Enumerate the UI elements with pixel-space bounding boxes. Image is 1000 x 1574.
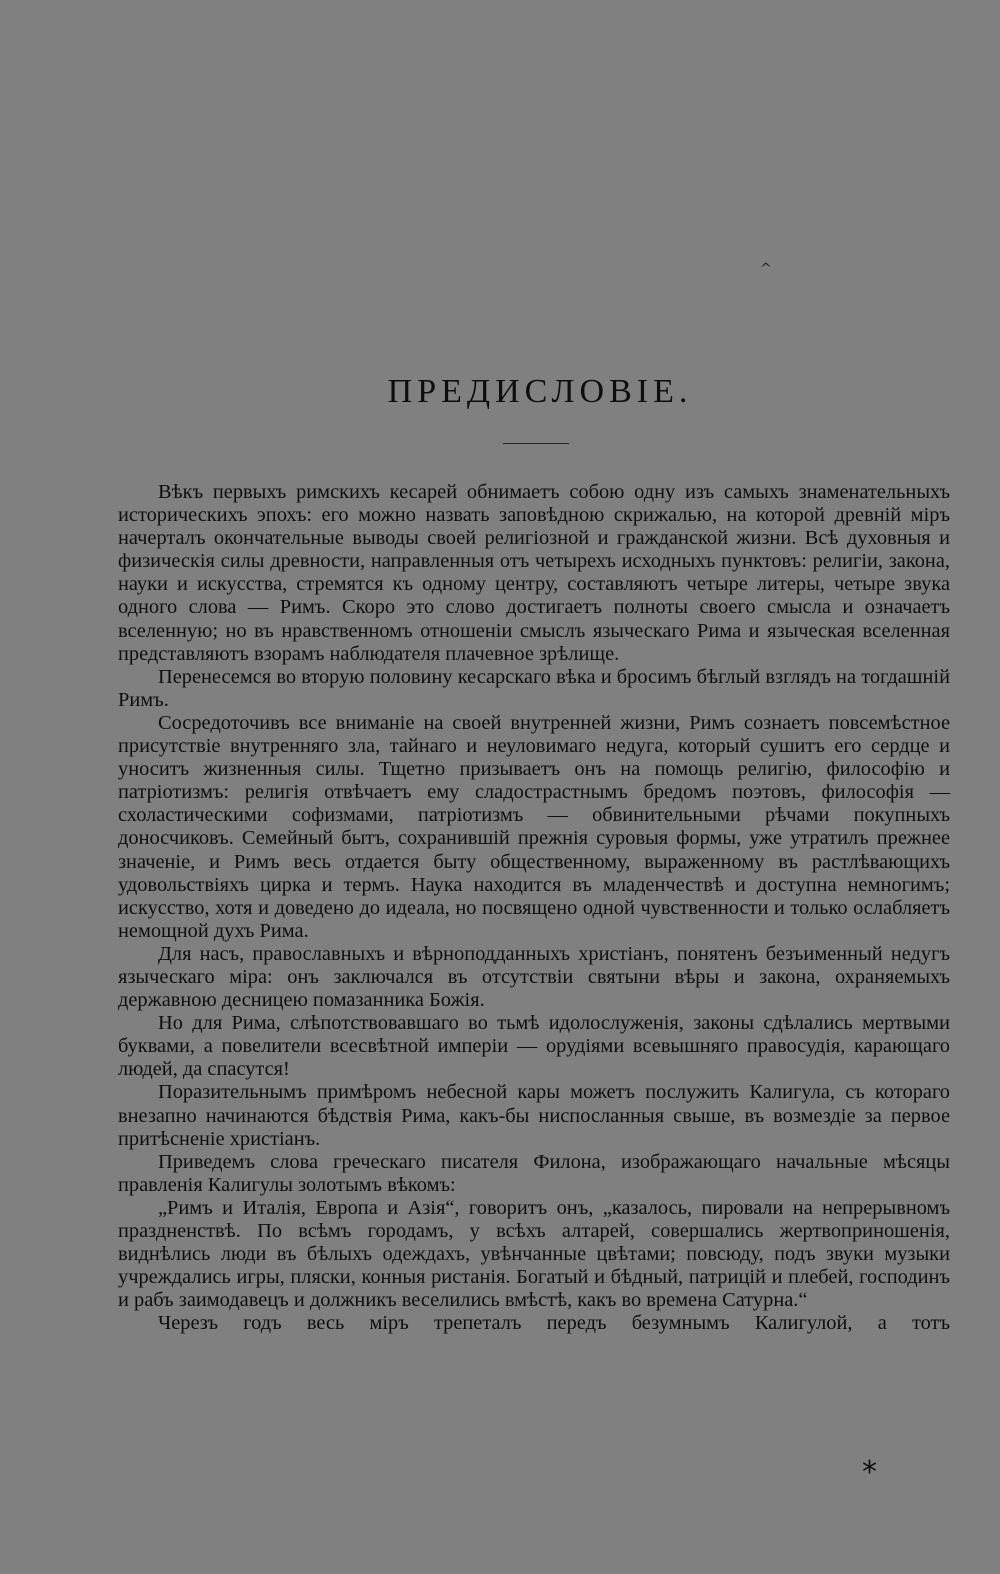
paragraph: Перенесемся во вторую половину кесарскаго вѣка и бросимъ бѣглый взглядъ на тогдашній Римъ.	[118, 665, 950, 711]
paragraph: „Римъ и Италія, Европа и Азія“, говоритъ онъ, „казалось, пировали на непрерывномъ праздненствѣ. По всѣмъ городамъ, у всѣхъ алтарей, совершались жертвоприношенія, виднѣлись люди въ бѣлыхъ одеждахъ, увѣнчанные цвѣтами; повсюду, подъ звуки музыки учреждались игры, пляски, конныя ристанія. Богатый и бѣдный, патрицій и плебей, господинъ и рабъ заимодавецъ и должникъ веселились вмѣстѣ, какъ во времена Сатурна.“	[118, 1196, 950, 1312]
paragraph: Приведемъ слова греческаго писателя Филона, изображающаго начальные мѣсяцы правленія Калигулы золотымъ вѣкомъ:	[118, 1150, 950, 1196]
paragraph: Но для Рима, слѣпотствовавшаго во тьмѣ идолослуженія, законы сдѣлались мертвыми буквами, а повелители всесвѣтной имперіи — орудіями всевышняго правосудія, карающаго людей, да спасутся!	[118, 1012, 950, 1081]
top-mark: ^	[760, 261, 772, 277]
paragraph: Для насъ, православныхъ и вѣрноподданныхъ христіанъ, понятенъ безъименный недугъ языческаго міра: онъ заключался въ отсутствіи святыни вѣры и закона, охраняемыхъ державною десницею помазанника Божія.	[118, 942, 950, 1012]
title-divider	[503, 443, 569, 444]
signature-mark: *	[862, 1455, 877, 1490]
paragraph: Сосредоточивъ все вниманіе на своей внутренней жизни, Римъ сознаетъ повсемѣстное присутствіе внутренняго зла, тайнаго и неуловимаго недуга, который сушитъ его сердце и уноситъ жизненныя силы. Тщетно призываетъ онъ на помощь религію, философію и патріотизмъ: религія отвѣчаетъ ему сладострастнымъ бредомъ поэтовъ, философія — схоластическими софизмами, патріотизмъ — обвинительными рѣчами покупныхъ доносчиковъ. Семейный бытъ, сохранившій прежнія суровыя формы, уже утратилъ прежнее значеніе, и Римъ весь отдается быту общественному, выраженному въ растлѣвающихъ удовольствіяхъ цирка и термъ. Наука находится въ младенчествѣ и доступна немногимъ; искусство, хотя и доведено до идеала, но посвящено одной чувственности и только ослабляетъ немощной духъ Рима.	[118, 711, 950, 942]
body-text	[118, 481, 950, 1335]
page-title: ПРЕДИСЛОВІЕ.	[387, 373, 693, 410]
paragraph: Вѣкъ первыхъ римскихъ кесарей обнимаетъ собою одну изъ самыхъ знаменательныхъ историческихъ эпохъ: его можно назвать заповѣдною скрижалью, на которой древній міръ начерталъ окончательные выводы своей религіозной и гражданской жизни. Всѣ духовныя и физическія силы древности, направленныя отъ четырехъ исходныхъ пунктовъ: религіи, закона, науки и искусства, стремятся къ одному центру, составляютъ четыре литеры, четыре звука одного слова — Римъ. Скоро это слово достигаетъ полноты своего смысла и означаетъ вселенную; но въ нравственномъ отношеніи смыслъ языческаго Рима и языческая вселенная представляютъ взорамъ наблюдателя плачевное зрѣлище.	[118, 481, 950, 665]
paragraph: Поразительнымъ примѣромъ небесной кары можетъ послужить Калигула, съ котораго внезапно начинаются бѣдствія Рима, какъ-бы ниспосланныя свыше, въ возмездіе за первое притѣсненіе христіанъ.	[118, 1081, 950, 1150]
paragraph: Черезъ годъ весь міръ трепеталъ передъ безумнымъ Калигулой, а тотъ	[158, 1312, 950, 1335]
